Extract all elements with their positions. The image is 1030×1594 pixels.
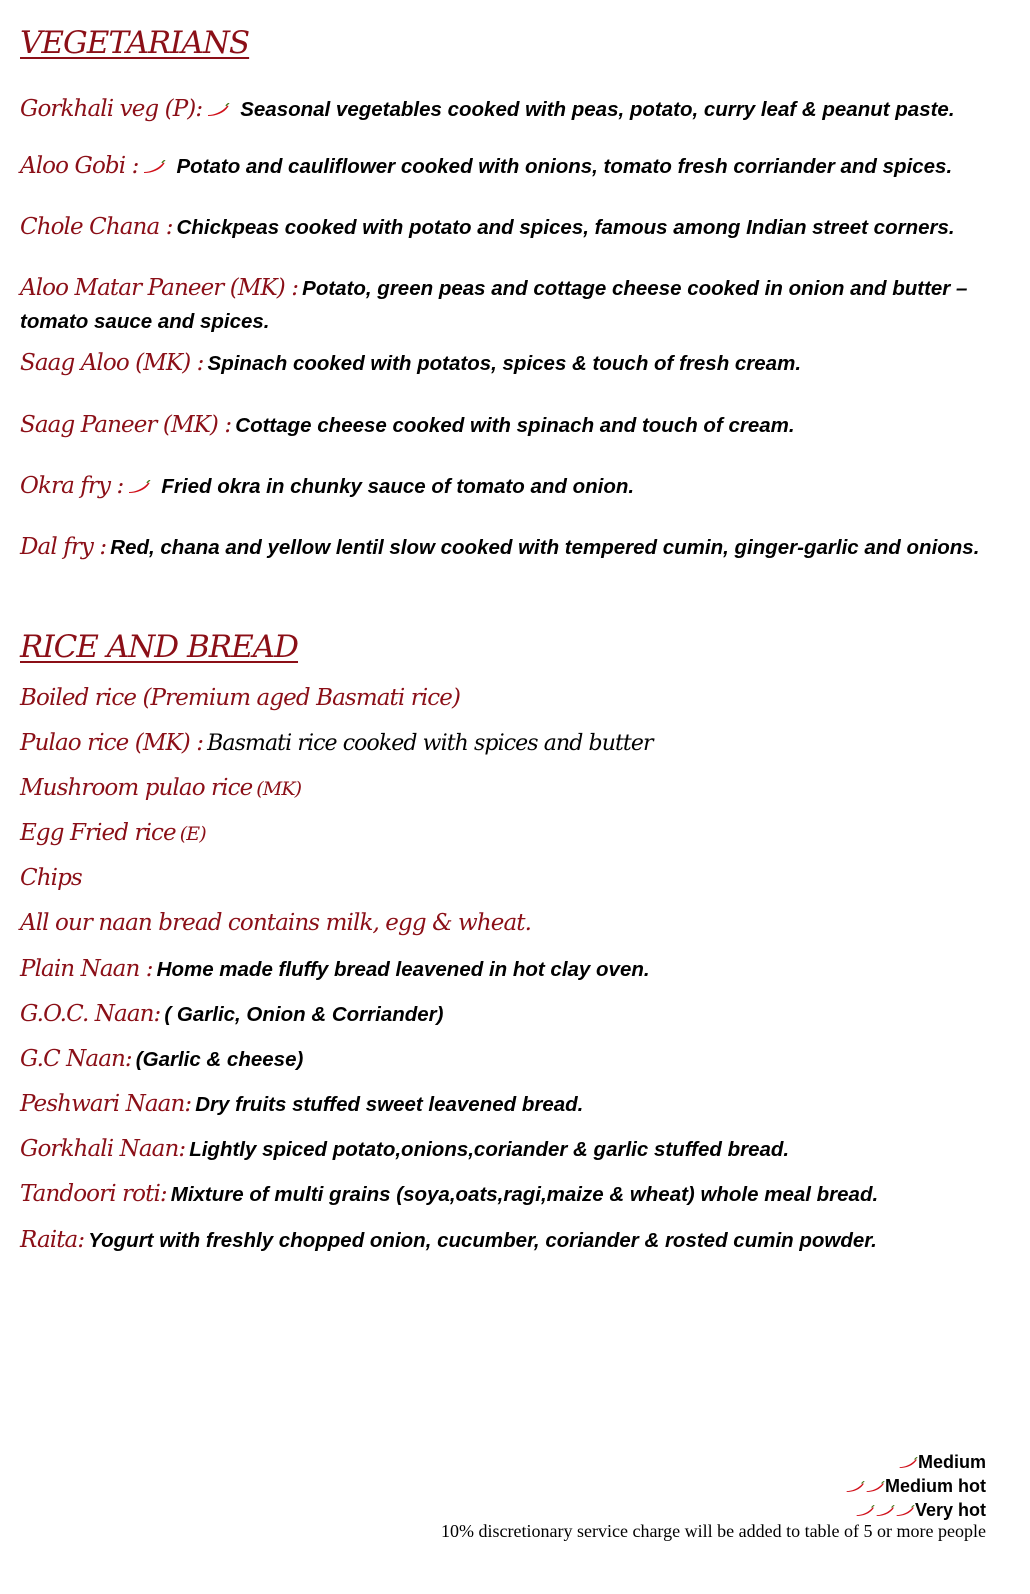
item-name: Mushroom pulao rice: [20, 775, 253, 801]
spice-legend-medium-hot: [845, 1474, 986, 1498]
item-name: Boiled rice (Premium aged Basmati rice): [20, 685, 461, 711]
item-description: Red, chana and yellow lentil slow cooked with tempered cumin, ginger-garlic and onions.: [110, 536, 980, 559]
item-name: Dal fry :: [20, 534, 107, 560]
service-charge-note: 10% discretionary service charge will be added to table of 5 or more people: [441, 1521, 986, 1541]
item-description: Seasonal vegetables cooked with peas, potato, curry leaf & peanut paste.: [240, 98, 955, 121]
item-allergen-tag: (MK): [256, 778, 302, 800]
item-name: Saag Paneer (MK) :: [20, 412, 232, 438]
menu-item-aloo-matar-paneer: [20, 273, 1010, 339]
menu-item-gorkhali-veg: [20, 94, 1010, 127]
item-name: G.C Naan:: [20, 1046, 132, 1072]
chili-pepper-icon: [898, 1457, 918, 1469]
chili-pepper-icon: [855, 1505, 875, 1517]
menu-item-gc-naan: [20, 1044, 1010, 1077]
legend-label: Very hot: [914, 1500, 986, 1520]
chili-pepper-icon: [142, 160, 166, 174]
chili-pepper-icon: [865, 1481, 885, 1493]
item-description: Spinach cooked with potatos, spices & touch of fresh cream.: [207, 352, 802, 375]
item-description: Cottage cheese cooked with spinach and touch of cream.: [235, 414, 795, 437]
menu-item-gorkhali-naan: [20, 1134, 1010, 1167]
rice-and-bread-heading: RICE AND BREAD: [20, 629, 299, 665]
legend-label: Medium hot: [885, 1476, 986, 1496]
item-name: Aloo Gobi :: [20, 153, 139, 179]
item-name: All our naan bread contains milk, egg & wheat.: [20, 910, 532, 936]
menu-item-raita: [20, 1225, 1010, 1258]
item-description: (Garlic & cheese): [135, 1048, 304, 1071]
item-name: Saag Aloo (MK) :: [20, 350, 204, 376]
menu-item-peshwari-naan: [20, 1089, 1010, 1122]
chili-pepper-icon: [845, 1481, 865, 1493]
item-description: Potato, green peas and cottage cheese cooked in onion and butter – tomato sauce and spices.: [20, 277, 968, 333]
menu-item-boiled-rice: [20, 683, 1010, 716]
item-name: Gorkhali Naan:: [20, 1136, 186, 1162]
item-name: Gorkhali veg (P):: [20, 96, 203, 122]
item-name: Chole Chana :: [20, 214, 173, 240]
menu-item-aloo-gobi: [20, 151, 1010, 184]
item-name: Aloo Matar Paneer (MK) :: [20, 275, 299, 301]
spice-legend-medium: [898, 1450, 986, 1474]
item-name: Chips: [20, 865, 82, 891]
item-description: ( Garlic, Onion & Corriander): [164, 1003, 444, 1026]
menu-item-chips: [20, 863, 1010, 896]
item-name: Tandoori roti:: [20, 1181, 167, 1207]
menu-item-egg-fried-rice: [20, 818, 1010, 851]
chili-pepper-icon: [127, 480, 151, 494]
item-description: Home made fluffy bread leavened in hot clay oven.: [156, 958, 650, 981]
item-name: Egg Fried rice: [20, 820, 176, 846]
item-description: Yogurt with freshly chopped onion, cucumber, coriander & rosted cumin powder.: [88, 1229, 877, 1252]
vegetarians-heading: VEGETARIANS: [20, 25, 250, 61]
menu-item-mushroom-pulao: [20, 773, 1010, 806]
menu-item-saag-paneer: [20, 410, 1010, 443]
item-description: Potato and cauliflower cooked with onions, tomato fresh corriander and spices.: [176, 155, 953, 178]
item-name: Raita:: [20, 1227, 85, 1253]
item-description: Basmati rice cooked with spices and butter: [207, 731, 653, 756]
chili-pepper-icon: [875, 1505, 895, 1517]
legend-label: Medium: [917, 1452, 986, 1472]
item-description: Fried okra in chunky sauce of tomato and onion.: [161, 475, 635, 498]
item-name: G.O.C. Naan:: [20, 1001, 161, 1027]
menu-item-chole-chana: [20, 212, 1010, 245]
menu-item-tandoori-roti: [20, 1179, 1010, 1212]
menu-item-goc-naan: [20, 999, 1010, 1032]
chili-pepper-icon: [206, 103, 230, 117]
item-description: Chickpeas cooked with potato and spices, famous among Indian street corners.: [176, 216, 955, 239]
item-name: Plain Naan :: [20, 956, 153, 982]
naan-allergen-note: [20, 908, 1010, 941]
menu-item-saag-aloo: [20, 348, 1010, 381]
item-description: Lightly spiced potato,onions,coriander & garlic stuffed bread.: [189, 1138, 790, 1161]
spice-legend-very-hot: [855, 1498, 986, 1522]
item-description: Mixture of multi grains (soya,oats,ragi,maize & wheat) whole meal bread.: [170, 1183, 879, 1206]
item-name: Pulao rice (MK) :: [20, 730, 204, 756]
item-description: Dry fruits stuffed sweet leavened bread.: [195, 1093, 584, 1116]
item-name: Peshwari Naan:: [20, 1091, 192, 1117]
menu-item-plain-naan: [20, 954, 1010, 987]
item-name: Okra fry :: [20, 473, 124, 499]
menu-item-okra-fry: [20, 471, 1010, 504]
item-allergen-tag: (E): [179, 823, 206, 845]
menu-item-dal-fry: [20, 532, 1010, 565]
menu-item-pulao-rice: [20, 728, 1010, 761]
chili-pepper-icon: [895, 1505, 915, 1517]
